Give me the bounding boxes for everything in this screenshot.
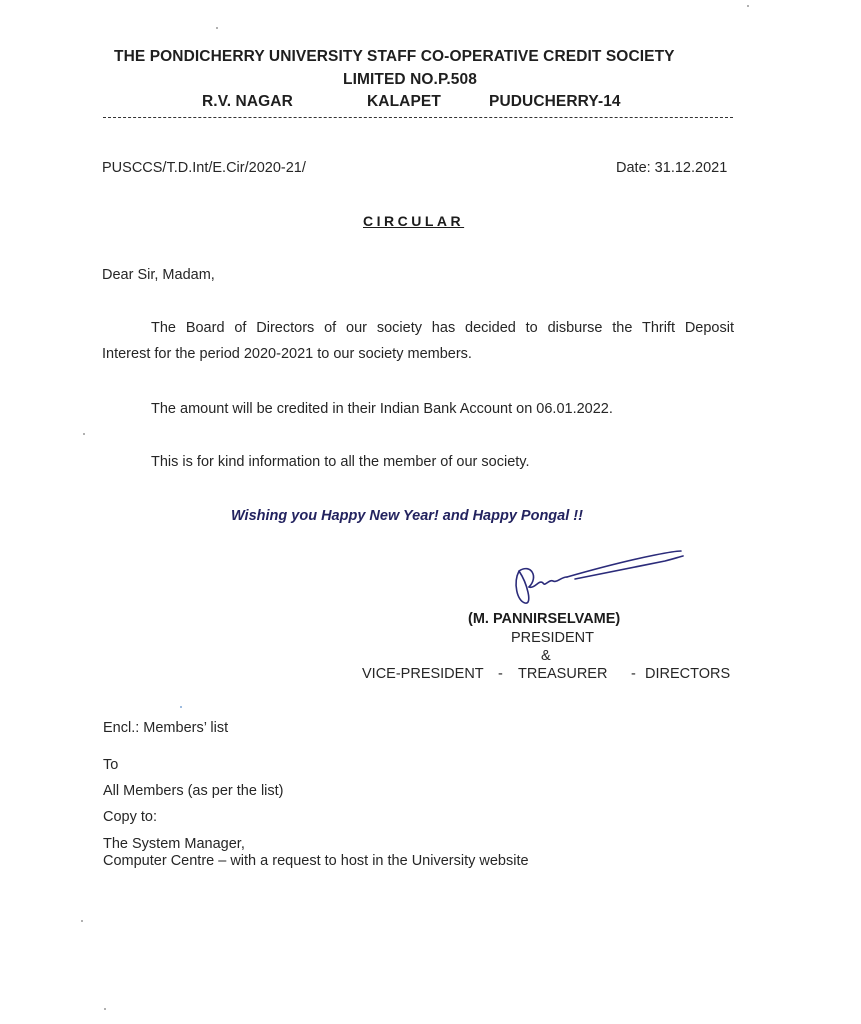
- greeting-line: Wishing you Happy New Year! and Happy Pongal !!: [231, 508, 583, 524]
- salutation: Dear Sir, Madam,: [102, 267, 215, 283]
- copy-recipient-line-1: The System Manager,: [103, 836, 245, 852]
- reference-number: PUSCCS/T.D.Int/E.Cir/2020-21/: [102, 160, 306, 176]
- scan-speck: [180, 706, 182, 708]
- signatory-title: PRESIDENT: [511, 630, 594, 646]
- paragraph-1-line-1: The Board of Directors of our society has decided to disburse the Thrift Deposit: [151, 320, 734, 336]
- paragraph-1-line-2: Interest for the period 2020-2021 to our society members.: [102, 346, 472, 362]
- scan-speck: [216, 27, 218, 29]
- co-signatory-directors: DIRECTORS: [645, 666, 731, 682]
- signature-image: [505, 543, 690, 611]
- to-label: To: [103, 757, 119, 773]
- paragraph-2: The amount will be credited in their Indian Bank Account on 06.01.2022.: [151, 401, 613, 417]
- recipient: All Members (as per the list): [103, 783, 284, 799]
- signatory-name: (M. PANNIRSELVAME): [468, 611, 621, 627]
- separator: -: [498, 666, 503, 682]
- page-title: CIRCULAR: [363, 213, 465, 229]
- scan-speck: [747, 5, 749, 7]
- co-signatory-treasurer: TREASURER: [518, 666, 608, 682]
- scan-speck: [81, 920, 83, 922]
- address-area: R.V. NAGAR: [202, 93, 293, 110]
- address-locality: KALAPET: [367, 93, 441, 110]
- copy-recipient-line-2: Computer Centre – with a request to host in the University website: [103, 853, 529, 869]
- co-signatory-vp: VICE-PRESIDENT: [362, 666, 484, 682]
- society-name: THE PONDICHERRY UNIVERSITY STAFF CO-OPERATIVE CREDIT SOCIETY: [114, 48, 675, 65]
- separator: -: [631, 666, 636, 682]
- scan-speck: [83, 433, 85, 435]
- society-registration: LIMITED NO.P.508: [343, 71, 477, 88]
- scan-speck: [104, 1008, 106, 1010]
- ampersand: &: [541, 648, 551, 664]
- copy-to-label: Copy to:: [103, 809, 157, 825]
- enclosure-note: Encl.: Members’ list: [103, 720, 229, 736]
- letterhead-divider: [103, 117, 733, 118]
- letter-date: Date: 31.12.2021: [616, 160, 728, 176]
- paragraph-3: This is for kind information to all the member of our society.: [151, 454, 530, 470]
- address-city: PUDUCHERRY-14: [489, 93, 621, 110]
